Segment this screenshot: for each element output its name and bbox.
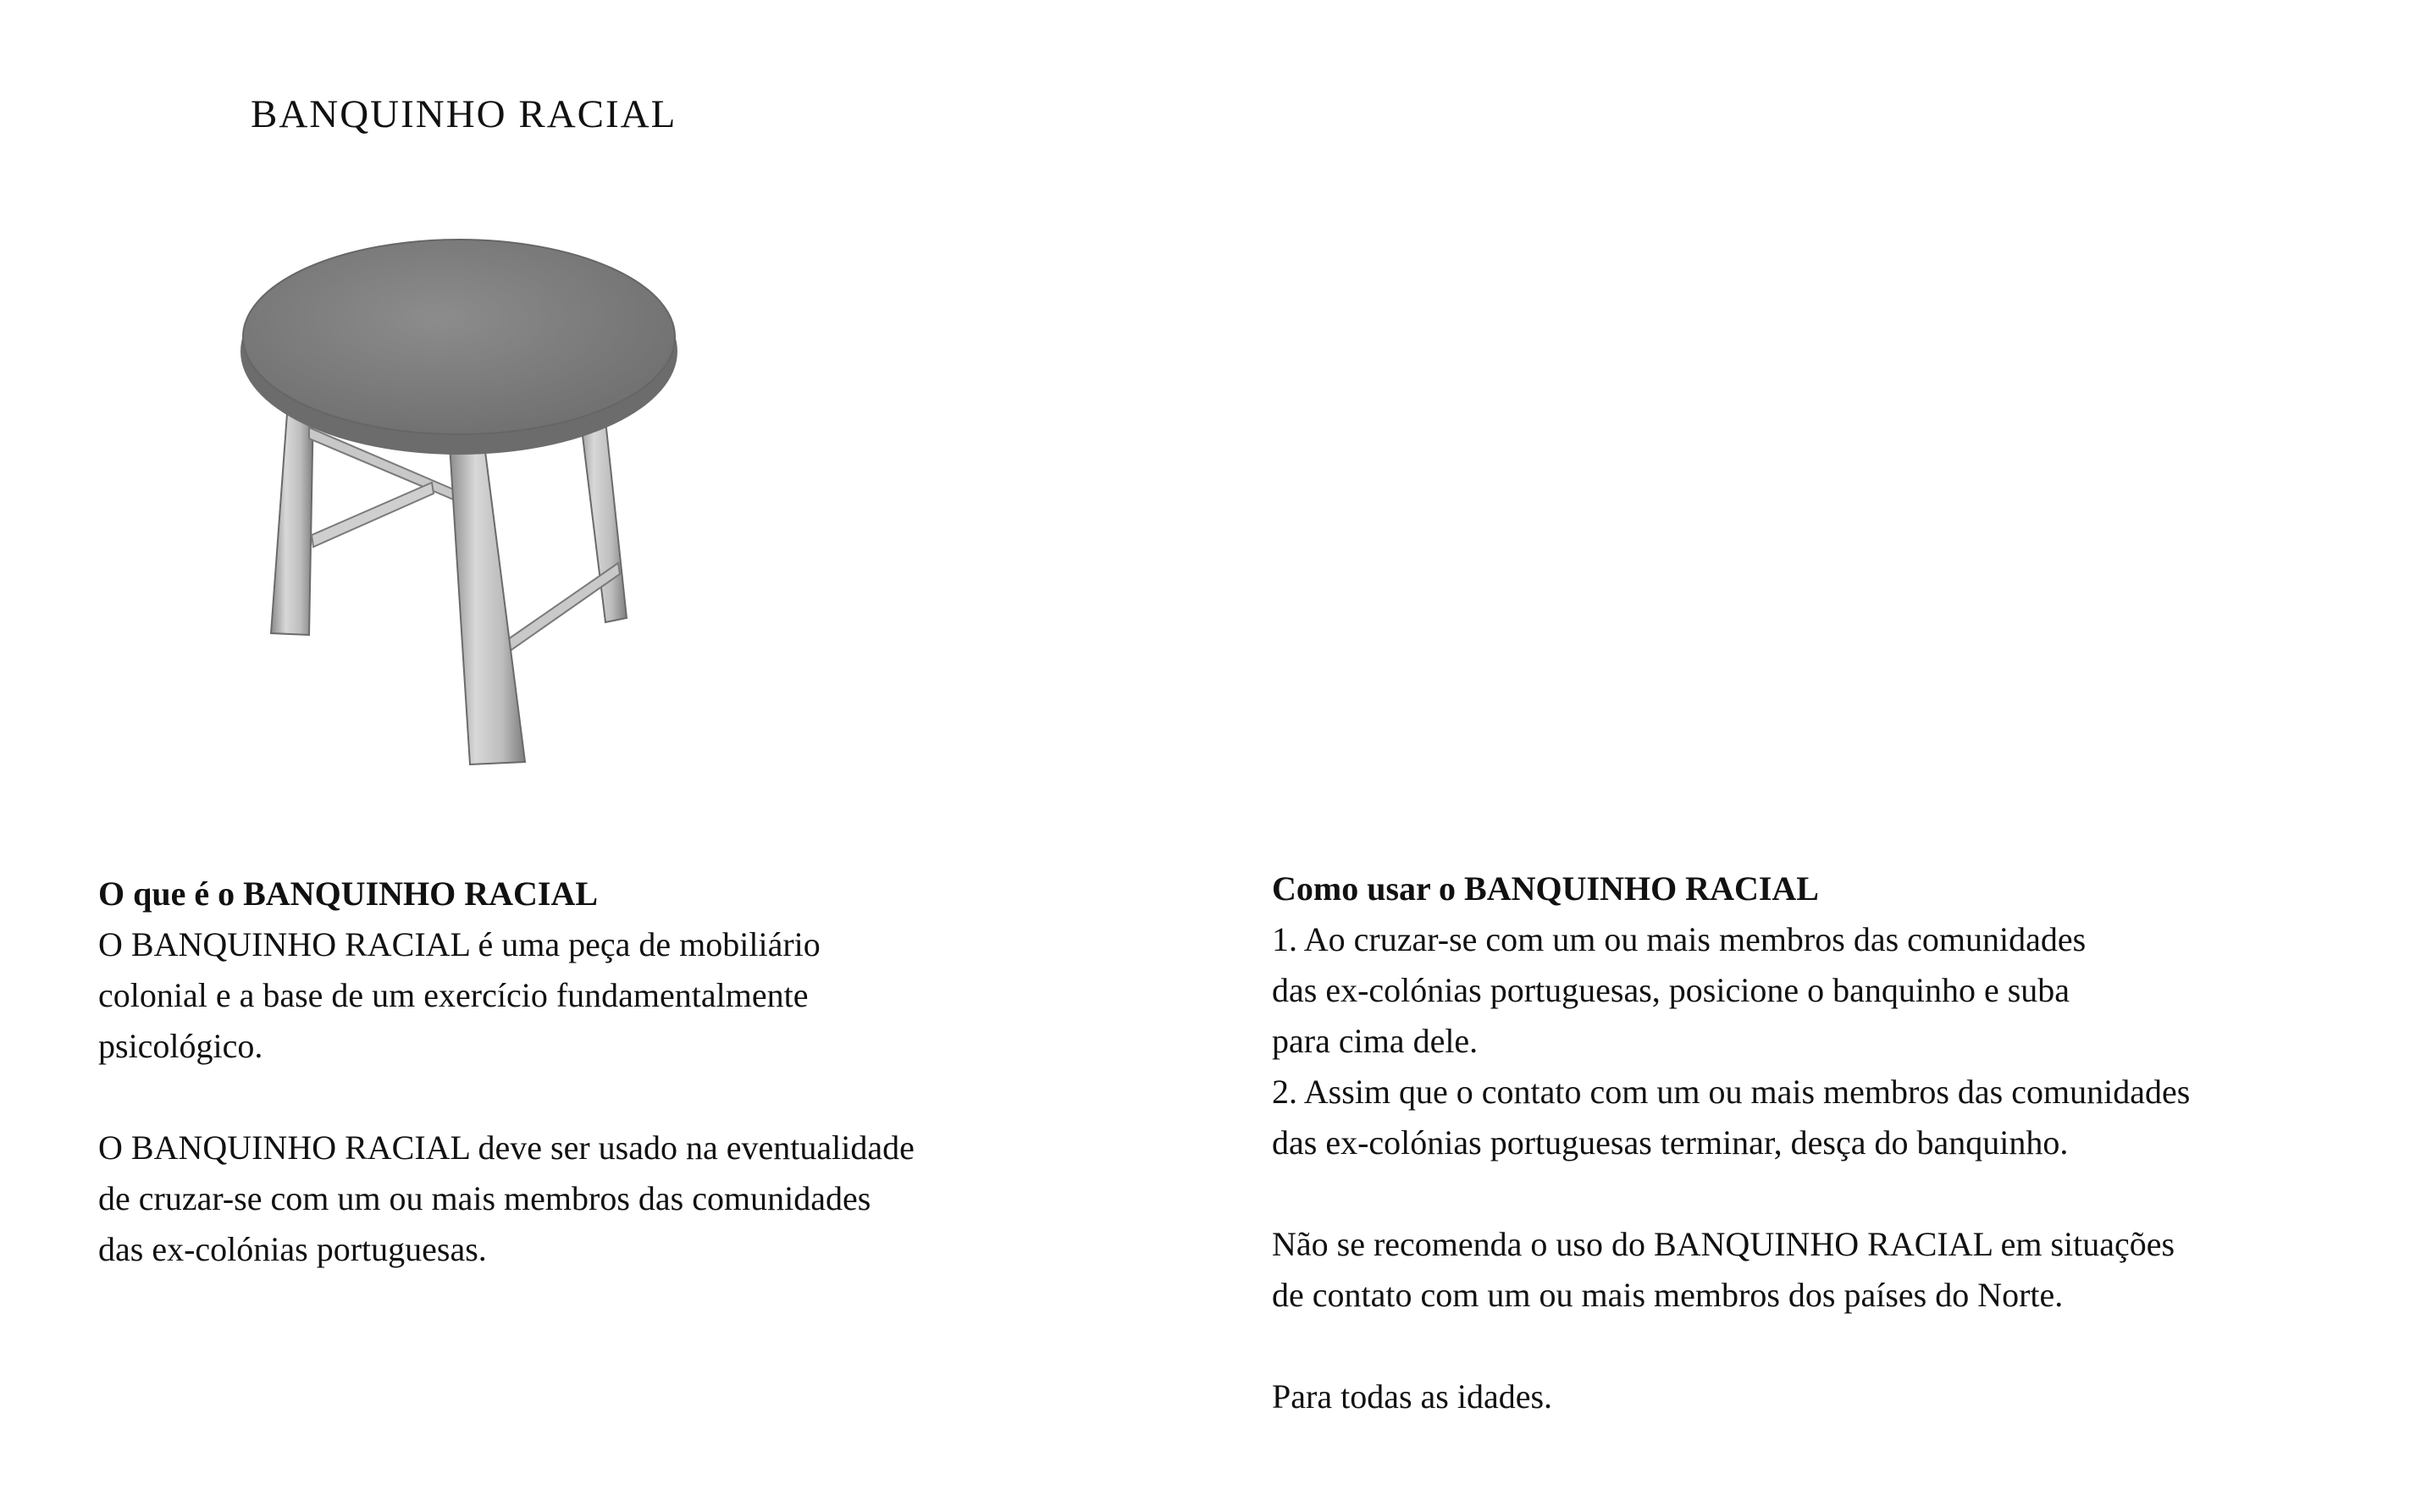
right-heading: Como usar o BANQUINHO RACIAL [1272,869,1819,908]
right-ages: Para todas as idades. [1272,1377,1553,1415]
paragraph-gap [1272,1321,2398,1371]
left-column [98,869,1131,1275]
paragraph-gap [1272,1168,2398,1219]
paragraph-gap [98,1072,1131,1123]
left-para2-line: das ex-colónias portuguesas. [98,1230,487,1268]
left-para2-line: O BANQUINHO RACIAL deve ser usado na eventualidade [98,1128,915,1167]
right-step-line: 2. Assim que o contato com um ou mais membros das comunidades [1272,1073,2191,1111]
page-title: BANQUINHO RACIAL [251,92,677,136]
right-column [1272,864,2398,1422]
right-note-line: Não se recomenda o uso do BANQUINHO RACIAL em situações [1272,1225,2175,1263]
right-step-line: das ex-colónias portuguesas terminar, desça do banquinho. [1272,1123,2069,1162]
right-step-line: para cima dele. [1272,1022,1479,1060]
stool-stretcher-2 [312,483,434,547]
stool-front-leg [449,432,525,764]
stool-seat [243,240,675,434]
left-heading: O que é o BANQUINHO RACIAL [98,875,599,913]
left-para1-line: psicológico. [98,1027,263,1065]
left-para2-line: de cruzar-se com um ou mais membros das comunidades [98,1179,871,1217]
right-note-line: de contato com um ou mais membros dos países do Norte. [1272,1276,2064,1314]
right-step-line: 1. Ao cruzar-se com um ou mais membros das comunidades [1272,920,2087,958]
right-step-line: das ex-colónias portuguesas, posicione o banquinho e suba [1272,971,2070,1009]
left-para1-line: O BANQUINHO RACIAL é uma peça de mobiliário [98,925,821,963]
stool-stretcher-3 [500,563,620,657]
stool-image [229,229,703,779]
left-para1-line: colonial e a base de um exercício fundamentalmente [98,976,809,1014]
stool-left-leg [271,402,313,635]
